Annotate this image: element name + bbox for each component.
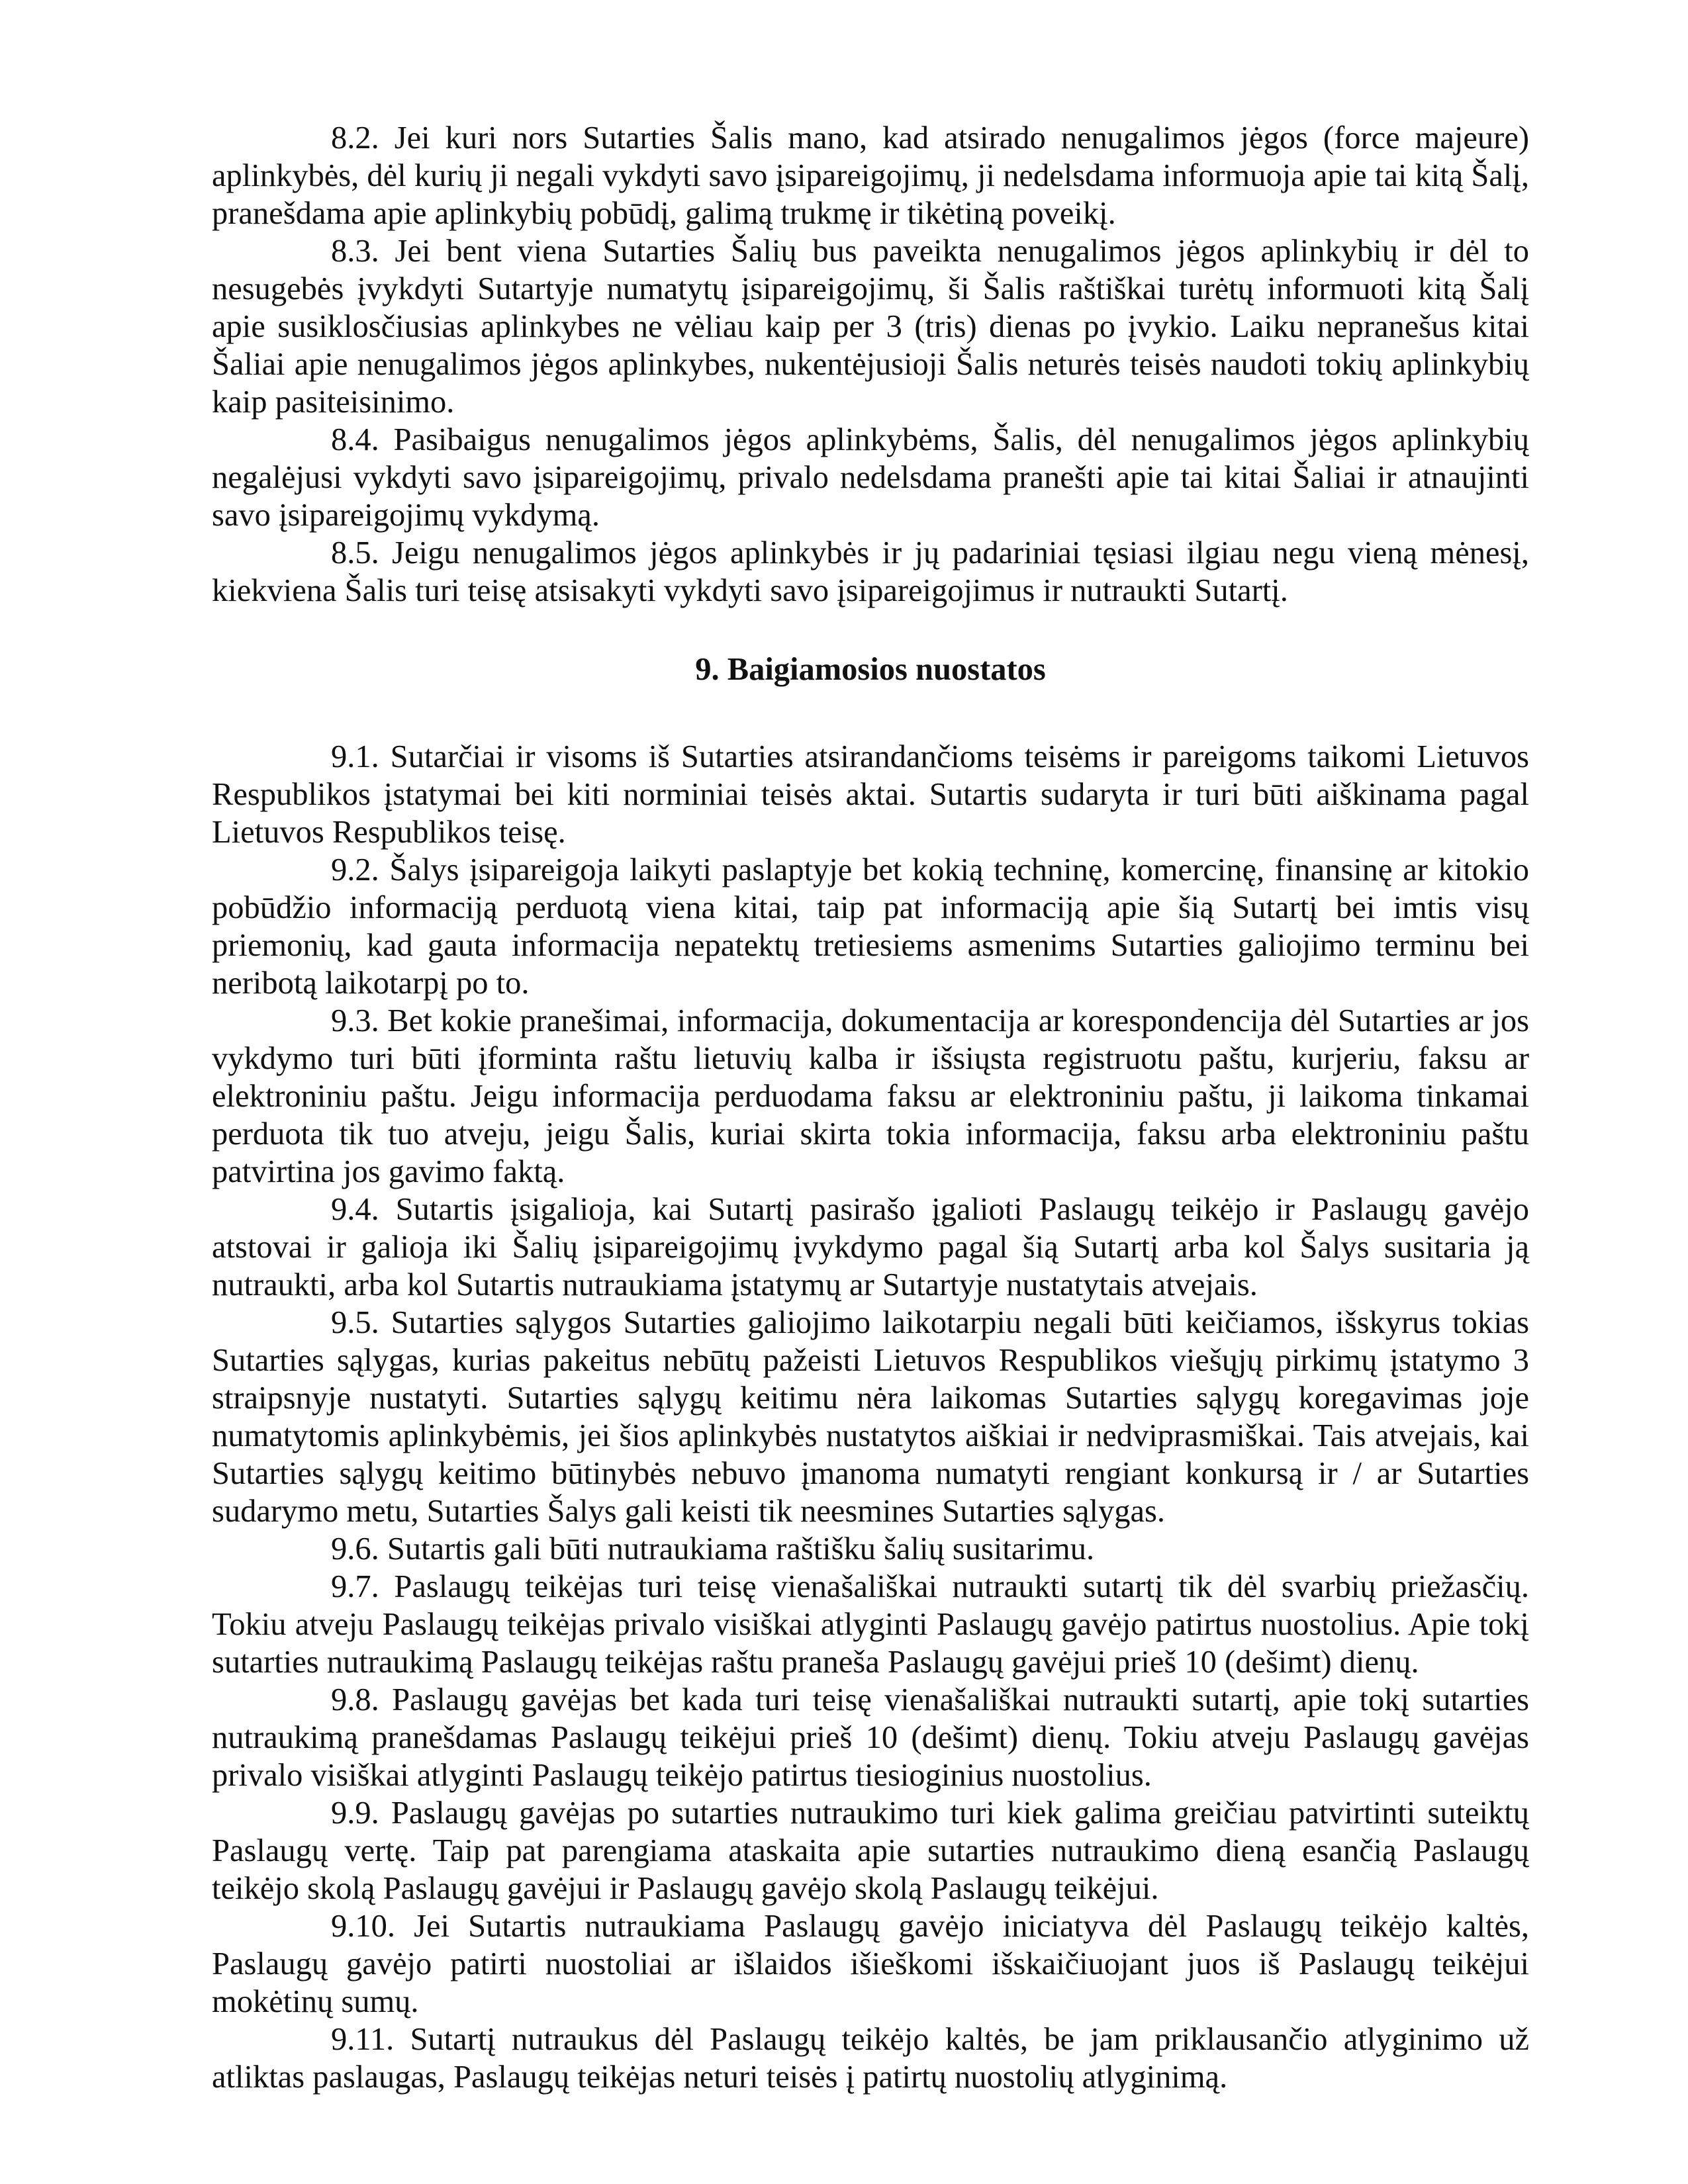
paragraph-9-4: 9.4. Sutartis įsigalioja, kai Sutartį pasirašo įgalioti Paslaugų teikėjo ir Paslaugų gavėjo atstovai ir galioja iki Šalių įsipareigojimų įvykdymo pagal šią Sutartį arba kol Šalys susitaria ją nutraukti, arba kol Sutartis nutraukiama įstatymų ar Sutartyje nustatytais atvejais. bbox=[212, 1192, 1529, 1302]
paragraph-8-2: 8.2. Jei kuri nors Sutarties Šalis mano, kad atsirado nenugalimos jėgos (force majeure) aplinkybės, dėl kurių ji negali vykdyti savo įsipareigojimų, ji nedelsdama informuoja apie tai kitą Šalį, pranešdama apie aplinkybių pobūdį, galimą trukmę ir tikėtiną poveikį. bbox=[212, 120, 1529, 231]
section-9-heading: 9. Baigiamosios nuostatos bbox=[695, 652, 1046, 687]
paragraph-9-3: 9.3. Bet kokie pranešimai, informacija, dokumentacija ar korespondencija dėl Sutarties ar jos vykdymo turi būti įforminta raštu lietuvių kalba ir išsiųsta registruotu paštu, kurjeriu, faksu ar elektroniniu paštu. Jeigu informacija perduodama faksu ar elektroniniu paštu, ji laikoma tinkamai perduota tik tuo atveju, jeigu Šalis, kuriai skirta tokia informacija, faksu arba elektroniniu paštu patvirtina jos gavimo faktą. bbox=[212, 1003, 1529, 1189]
paragraph-9-8: 9.8. Paslaugų gavėjas bet kada turi teisę vienašališkai nutraukti sutartį, apie tokį sutarties nutraukimą pranešdamas Paslaugų teikėjui prieš 10 (dešimt) dienų. Tokiu atveju Paslaugų gavėjas privalo visiškai atlyginti Paslaugų teikėjo patirtus tiesioginius nuostolius. bbox=[212, 1682, 1529, 1793]
paragraph-8-3: 8.3. Jei bent viena Sutarties Šalių bus paveikta nenugalimos jėgos aplinkybių ir dėl to nesugebės įvykdyti Sutartyje numatytų įsipareigojimų, ši Šalis raštiškai turėtų informuoti kitą Šalį apie susiklosčiusias aplinkybes ne vėliau kaip per 3 (tris) dienas po įvykio. Laiku nepranešus kitai Šaliai apie nenugalimos jėgos aplinkybes, nukentėjusioji Šalis neturės teisės naudoti tokių aplinkybių kaip pasiteisinimo. bbox=[212, 234, 1529, 420]
paragraph-9-11: 9.11. Sutartį nutraukus dėl Paslaugų teikėjo kaltės, be jam priklausančio atlyginimo už atliktas paslaugas, Paslaugų teikėjas neturi teisės į patirtų nuostolių atlyginimą. bbox=[212, 2022, 1529, 2095]
paragraph-9-6: 9.6. Sutartis gali būti nutraukiama raštišku šalių susitarimu. bbox=[331, 1531, 1095, 1567]
paragraph-9-1: 9.1. Sutarčiai ir visoms iš Sutarties atsirandančioms teisėms ir pareigoms taikomi Lietuvos Respublikos įstatymai bei kiti norminiai teisės aktai. Sutartis sudaryta ir turi būti aiškinama pagal Lietuvos Respublikos teisę. bbox=[212, 739, 1529, 850]
paragraph-8-4: 8.4. Pasibaigus nenugalimos jėgos aplinkybėms, Šalis, dėl nenugalimos jėgos aplinkybių negalėjusi vykdyti savo įsipareigojimų, privalo nedelsdama pranešti apie tai kitai Šaliai ir atnaujinti savo įsipareigojimų vykdymą. bbox=[212, 422, 1529, 533]
paragraph-9-2: 9.2. Šalys įsipareigoja laikyti paslaptyje bet kokią techninę, komercinę, finansinę ar kitokio pobūdžio informaciją perduotą viena kitai, taip pat informaciją apie šią Sutartį bei imtis visų priemonių, kad gauta informacija nepatektų tretiesiems asmenims Sutarties galiojimo terminu bei neribotą laikotarpį po to. bbox=[212, 852, 1529, 1001]
paragraph-9-10: 9.10. Jei Sutartis nutraukiama Paslaugų gavėjo iniciatyva dėl Paslaugų teikėjo kaltės, Paslaugų gavėjo patirti nuostoliai ar išlaidos išieškomi išskaičiuojant juos iš Paslaugų teikėjui mokėtinų sumų. bbox=[212, 1909, 1529, 2019]
paragraph-9-9: 9.9. Paslaugų gavėjas po sutarties nutraukimo turi kiek galima greičiau patvirtinti suteiktų Paslaugų vertę. Taip pat parengiama ataskaita apie sutarties nutraukimo dieną esančią Paslaugų teikėjo skolą Paslaugų gavėjui ir Paslaugų gavėjo skolą Paslaugų teikėjui. bbox=[212, 1796, 1529, 1906]
paragraph-8-5: 8.5. Jeigu nenugalimos jėgos aplinkybės ir jų padariniai tęsiasi ilgiau negu vieną mėnesį, kiekviena Šalis turi teisę atsisakyti vykdyti savo įsipareigojimus ir nutraukti Sutartį. bbox=[212, 535, 1529, 608]
paragraph-9-7: 9.7. Paslaugų teikėjas turi teisę vienašališkai nutraukti sutartį tik dėl svarbių priežasčių. Tokiu atveju Paslaugų teikėjas privalo visiškai atlyginti Paslaugų gavėjo patirtus nuostolius. Apie tokį sutarties nutraukimą Paslaugų teikėjas raštu praneša Paslaugų gavėjui prieš 10 (dešimt) dienų. bbox=[212, 1569, 1529, 1680]
document-page bbox=[212, 119, 1529, 2096]
paragraph-9-5: 9.5. Sutarties sąlygos Sutarties galiojimo laikotarpiu negali būti keičiamos, išskyrus tokias Sutarties sąlygas, kurias pakeitus nebūtų pažeisti Lietuvos Respublikos viešųjų pirkimų įstatymo 3 straipsnyje nustatyti. Sutarties sąlygų keitimu nėra laikomas Sutarties sąlygų koregavimas joje numatytomis aplinkybėmis, jei šios aplinkybės nustatytos aiškiai ir nedviprasmiškai. Tais atvejais, kai Sutarties sąlygų keitimo būtinybės nebuvo įmanoma numatyti rengiant konkursą ir / ar Sutarties sudarymo metu, Sutarties Šalys gali keisti tik neesmines Sutarties sąlygas. bbox=[212, 1305, 1529, 1529]
